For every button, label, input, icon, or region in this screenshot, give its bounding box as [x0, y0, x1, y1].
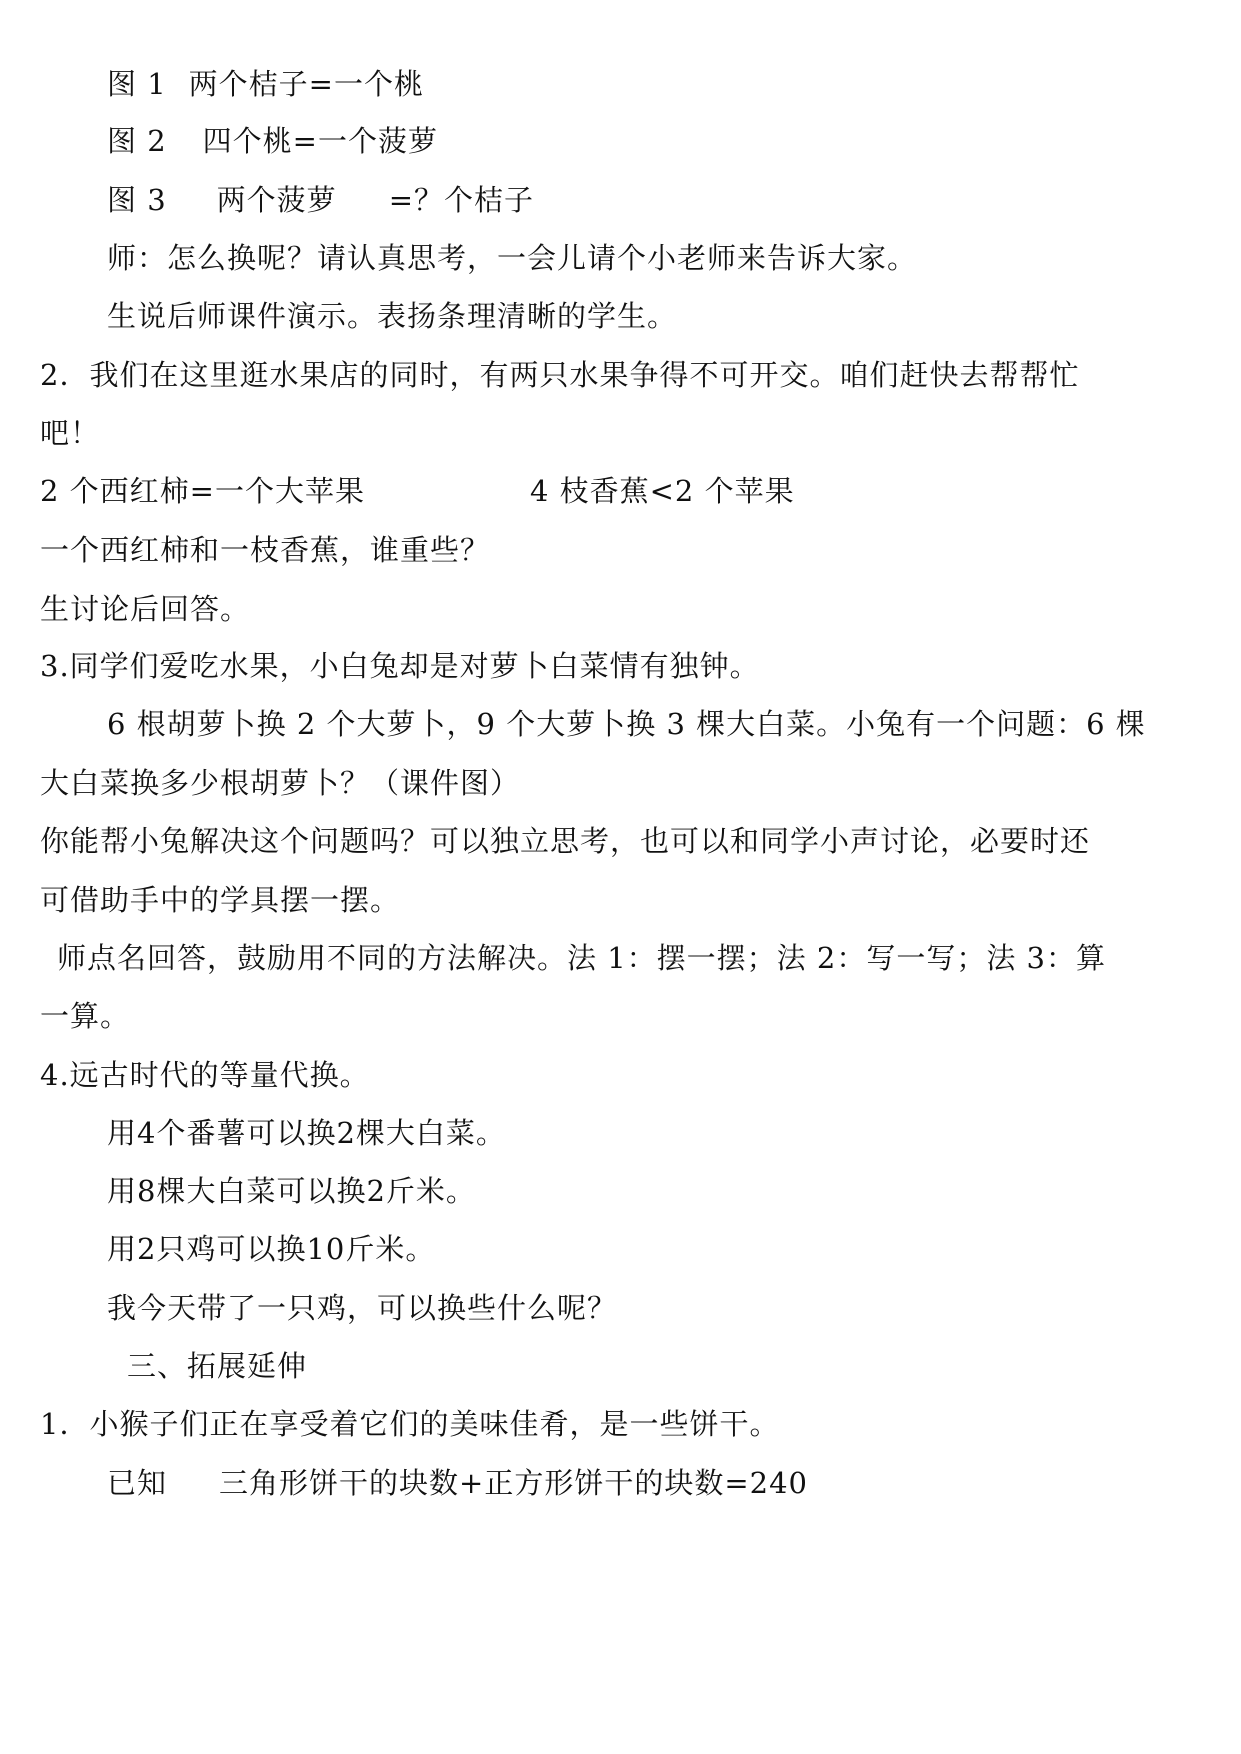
- fruit-question: 一个西红柿和一枝香蕉，谁重些？: [40, 533, 491, 567]
- biscuit-known: [107, 1463, 808, 1503]
- figure-2-label: 图 2: [107, 124, 167, 158]
- section-3-intro: 3.同学们爱吃水果，小白兔却是对萝卜白菜情有独钟。: [40, 649, 760, 683]
- section-2-intro-cont: 吧！: [40, 416, 101, 450]
- teacher-methods: 师点名回答，鼓励用不同的方法解决。法 1：摆一摆；法 2：写一写；法 3：算: [57, 941, 1107, 975]
- fruit-equations: [40, 471, 795, 511]
- figure-1-line: [107, 64, 424, 104]
- figure-3-line: [107, 180, 534, 220]
- solve-prompt: 你能帮小兔解决这个问题吗？可以独立思考，也可以和同学小声讨论，必要时还: [40, 824, 1091, 858]
- figure-2-line: [107, 121, 438, 161]
- student-demo: 生说后师课件演示。表扬条理清晰的学生。: [107, 299, 678, 333]
- teacher-question: 师：怎么换呢？请认真思考，一会儿请个小老师来告诉大家。: [107, 241, 918, 275]
- section-heading-extension: 三、拓展延伸: [127, 1349, 308, 1383]
- carrot-question: 大白菜换多少根胡萝卜？（课件图）: [40, 766, 521, 800]
- figure-1-label: 图 1: [107, 67, 167, 101]
- figure-1-equation: 两个桔子=一个桃: [188, 67, 424, 101]
- barter-question: 我今天带了一只鸡，可以换些什么呢？: [107, 1291, 618, 1325]
- barter-rule-2: 用8棵大白菜可以换2斤米。: [107, 1174, 476, 1208]
- section-2-intro: 2．我们在这里逛水果店的同时，有两只水果争得不可开交。咱们赶快去帮帮忙: [40, 358, 1080, 392]
- figure-3-left: 两个菠萝: [216, 183, 337, 217]
- known-label: 已知: [107, 1466, 168, 1500]
- figure-2-equation: 四个桃=一个菠萝: [202, 124, 438, 158]
- section-4-title: 4.远古时代的等量代换。: [40, 1058, 370, 1092]
- teacher-methods-cont: 一算。: [40, 999, 131, 1033]
- solve-prompt-cont: 可借助手中的学具摆一摆。: [40, 883, 401, 917]
- monkey-intro: 1．小猴子们正在享受着它们的美味佳肴，是一些饼干。: [40, 1407, 780, 1441]
- figure-3-right: =？个桔子: [388, 183, 534, 217]
- biscuit-equation: 三角形饼干的块数+正方形饼干的块数=240: [219, 1466, 808, 1500]
- banana-inequality: 4 枝香蕉<2 个苹果: [529, 474, 795, 508]
- student-discuss: 生讨论后回答。: [40, 592, 251, 626]
- figure-3-label: 图 3: [107, 183, 167, 217]
- barter-rule-1: 用4个番薯可以换2棵大白菜。: [107, 1116, 506, 1150]
- carrot-exchange: 6 根胡萝卜换 2 个大萝卜，9 个大萝卜换 3 棵大白菜。小兔有一个问题：6 棵: [107, 707, 1146, 741]
- tomato-equation: 2 个西红柿=一个大苹果: [40, 474, 365, 508]
- barter-rule-3: 用2只鸡可以换10斤米。: [107, 1232, 436, 1266]
